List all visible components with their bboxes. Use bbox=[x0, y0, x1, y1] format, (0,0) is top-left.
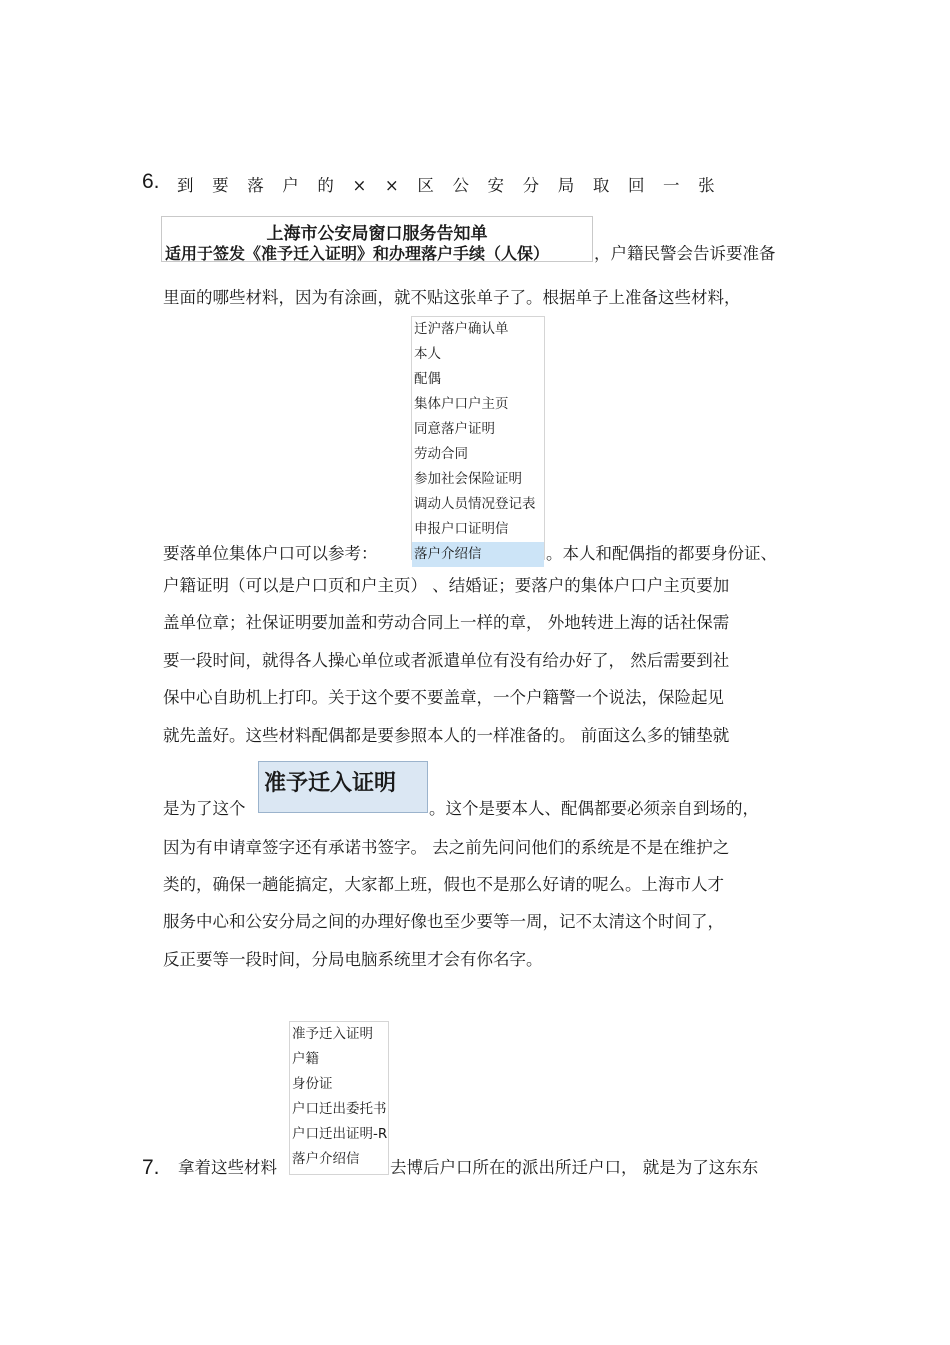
paragraph-line: ，户籍民警会告诉要准备 bbox=[594, 244, 776, 263]
list-item: 落户介绍信 bbox=[292, 1151, 360, 1167]
list-item: 申报户口证明信 bbox=[414, 521, 509, 537]
paragraph-line: 里面的哪些材料，因为有涂画，就不贴这张单子了。根据单子上准备这些材料， bbox=[163, 288, 741, 307]
materials-list-2 bbox=[289, 1021, 389, 1175]
paragraph-line: 保中心自助机上打印。关于这个要不要盖章，一个户籍警一个说法，保险起见 bbox=[163, 688, 724, 707]
list-item: 集体户口户主页 bbox=[414, 396, 509, 412]
list-item: 本人 bbox=[414, 346, 441, 362]
list-item: 迁沪落户确认单 bbox=[414, 321, 509, 337]
paragraph-line: 类的，确保一趟能搞定，大家都上班，假也不是那么好请的呢么。上海市人才 bbox=[163, 875, 724, 894]
step-number-6: 6. bbox=[142, 170, 160, 193]
list-item: 同意落户证明 bbox=[414, 421, 495, 437]
list-item: 户籍 bbox=[292, 1051, 319, 1067]
paragraph-line: 因为有申请章签字还有承诺书签字。 去之前先问问他们的系统是不是在维护之 bbox=[163, 838, 730, 857]
list-item: 户口迁出委托书 bbox=[292, 1101, 387, 1117]
list-item: 调动人员情况登记表 bbox=[414, 496, 536, 512]
paragraph-line: 。本人和配偶指的都要身份证、 bbox=[546, 544, 777, 563]
paragraph-line: 去博后户口所在的派出所迁户口， 就是为了这东东 bbox=[390, 1158, 759, 1177]
step-number-7: 7. bbox=[142, 1156, 160, 1179]
paragraph-line: 要一段时间，就得各人操心单位或者派遣单位有没有给办好了， 然后需要到社 bbox=[163, 651, 730, 670]
paragraph-line: 盖单位章；社保证明要加盖和劳动合同上一样的章， 外地转进上海的话社保需 bbox=[163, 613, 730, 632]
list-item: 准予迁入证明 bbox=[292, 1026, 373, 1042]
paragraph-line: 户籍证明（可以是户口页和户主页） 、结婚证；要落户的集体户口户主页要加 bbox=[163, 576, 730, 595]
notice-title: 上海市公安局窗口服务告知单 bbox=[266, 224, 488, 244]
paragraph-line: 拿着这些材料 bbox=[178, 1158, 277, 1177]
list-item: 配偶 bbox=[414, 371, 441, 387]
list-item: 户口迁出证明-R bbox=[292, 1126, 388, 1142]
paragraph-line: 反正要等一段时间，分局电脑系统里才会有你名字。 bbox=[163, 950, 543, 969]
list-item: 劳动合同 bbox=[414, 446, 468, 462]
list-item: 参加社会保险证明 bbox=[414, 471, 522, 487]
materials-list bbox=[411, 316, 545, 560]
paragraph-line: 就先盖好。这些材料配偶都是要参照本人的一样准备的。 前面这么多的铺垫就 bbox=[163, 726, 730, 745]
paragraph-line: 服务中心和公安分局之间的办理好像也至少要等一周，记不太清这个时间了， bbox=[163, 912, 724, 931]
list-item: 落户介绍信 bbox=[412, 542, 544, 567]
list-item: 身份证 bbox=[292, 1076, 333, 1092]
step6-heading: 到要落户的××区公安分局取回一张 bbox=[177, 176, 734, 195]
paragraph-line: 是为了这个 bbox=[163, 799, 246, 818]
paragraph-line: 要落单位集体户口可以参考： bbox=[163, 544, 378, 563]
notice-subtitle: 适用于签发《准予迁入证明》和办理落户手续（人保） bbox=[165, 244, 550, 263]
transfer-certificate-button-image: 准予迁入证明 bbox=[258, 761, 428, 813]
paragraph-line: 。这个是要本人、配偶都要必须亲自到场的， bbox=[429, 799, 759, 818]
notice-form-image bbox=[161, 216, 593, 262]
